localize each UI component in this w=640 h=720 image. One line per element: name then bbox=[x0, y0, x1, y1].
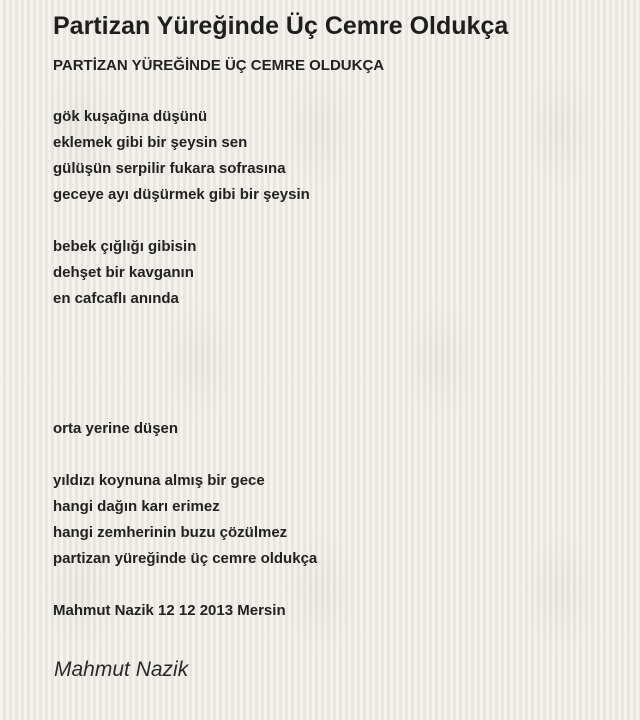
poem-title: Partizan Yüreğinde Üç Cemre Oldukça bbox=[53, 12, 509, 40]
poem-line: hangi dağın karı erimez bbox=[53, 498, 220, 515]
poem-page bbox=[53, 10, 623, 624]
poem-line: gök kuşağına düşünü bbox=[53, 108, 208, 125]
poem-line: dehşet bir kavganın bbox=[53, 264, 194, 281]
poem-line: hangi zemherinin buzu çözülmez bbox=[53, 524, 288, 541]
poem-signature-line: Mahmut Nazik 12 12 2013 Mersin bbox=[53, 602, 286, 619]
poem-line: partizan yüreğinde üç cemre oldukça bbox=[53, 550, 318, 567]
poem-line-blank bbox=[53, 572, 623, 598]
poem-line: bebek çığlığı gibisin bbox=[53, 238, 197, 255]
poem-line-blank bbox=[53, 442, 623, 468]
poem-body bbox=[53, 104, 623, 624]
poem-line: gülüşün serpilir fukara sofrasına bbox=[53, 160, 286, 177]
poem-line-blank bbox=[53, 312, 623, 338]
poem-line: geceye ayı düşürmek gibi bir şeysin bbox=[53, 186, 310, 203]
poem-line: en cafcaflı anında bbox=[53, 290, 179, 307]
poem-line: orta yerine düşen bbox=[53, 420, 179, 437]
poem-line-blank bbox=[53, 208, 623, 234]
poem-line-blank bbox=[53, 364, 623, 390]
poem-line: eklemek gibi bir şeysin sen bbox=[53, 134, 248, 151]
poem-subtitle: PARTİZAN YÜREĞİNDE ÜÇ CEMRE OLDUKÇA bbox=[53, 57, 385, 74]
poem-line: yıldızı koynuna almış bir gece bbox=[53, 472, 265, 489]
poem-line-blank bbox=[53, 390, 623, 416]
author-name[interactable]: Mahmut Nazik bbox=[54, 658, 189, 681]
poem-line-blank bbox=[53, 338, 623, 364]
